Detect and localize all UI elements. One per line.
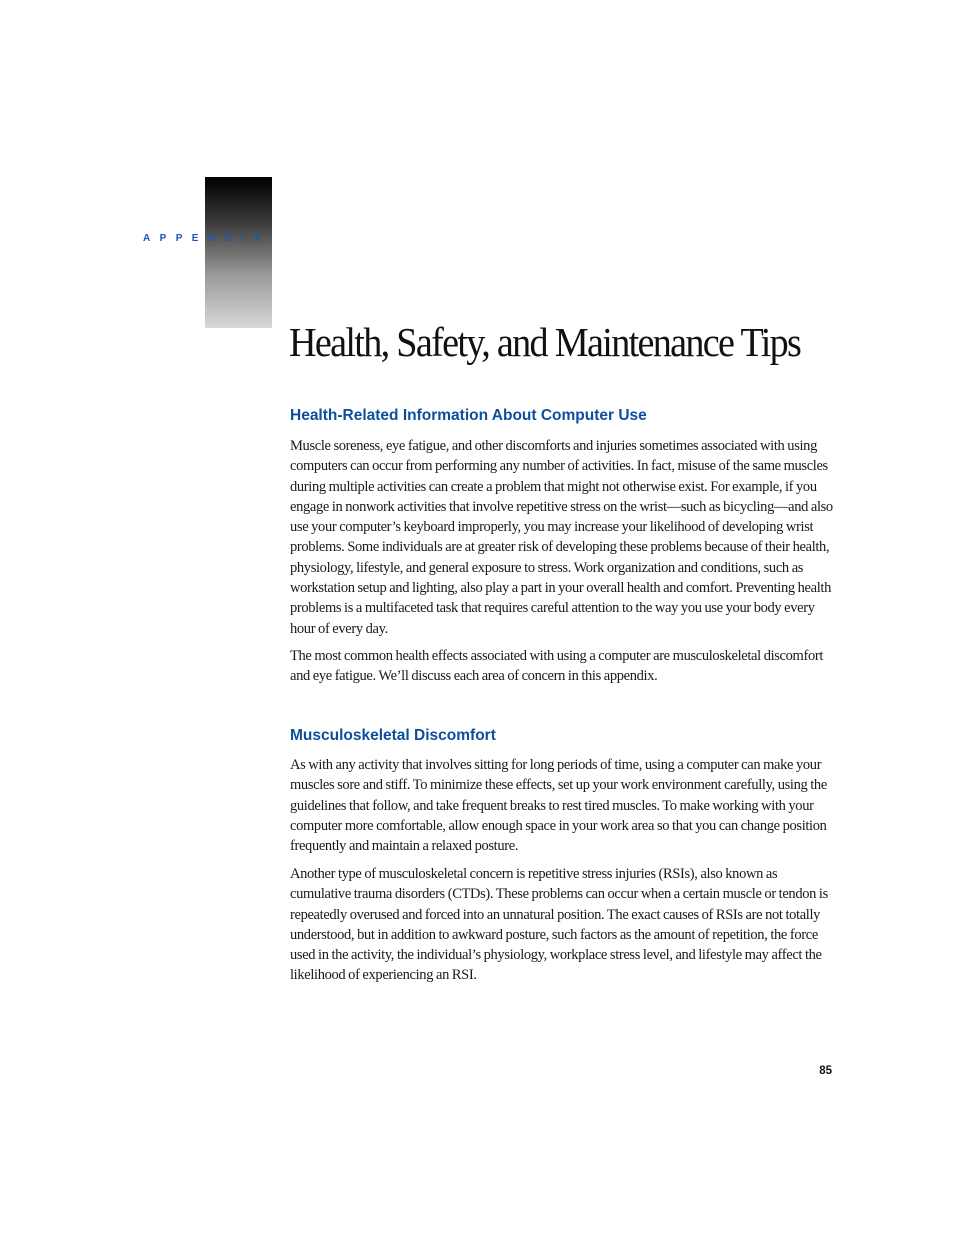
paragraph-rsi: Another type of musculoskeletal concern is repetitive stress injuries (RSIs), also known as cumulative trauma disorders (CTDs). These problems can occur when a certain muscle or tendon is repeatedly overused and forced into an unnatural position. The exact causes of RSIs are not totally understood, but in addition to awkward posture, such factors as the amount of repetition, the force used in the activity, the individual’s physiology, workplace stress level, and lifestyle may affect the likelihood of experiencing an RSI. (290, 866, 828, 984)
section-heading-health-related: Health-Related Information About Computer Use (290, 407, 647, 424)
appendix-tab-block (205, 177, 272, 328)
paragraph-health-effects: The most common health effects associated with using a computer are musculoskeletal discomfort and eye fatigue. We’ll discuss each area of concern in this appendix. (290, 648, 824, 685)
page-number: 85 (819, 1065, 832, 1077)
paragraph-musculoskeletal-intro: As with any activity that involves sitting for long periods of time, using a computer can make your muscles sore and stiff. To minimize these effects, set up your work environment carefully, using the guidelines that follow, and take frequent breaks to rest tired muscles. To make working with your computer more comfortable, allow enough space in your work area so that you can change position frequently and maintain a relaxed posture. (290, 757, 827, 855)
appendix-label: APPENDIX (143, 233, 270, 244)
paragraph-health-intro: Muscle soreness, eye fatigue, and other discomforts and injuries sometimes associated with using computers can occur from performing any number of activities. In fact, misuse of the same muscles during multiple activities can create a problem that might not otherwise exist. For example, if you engage in nonwork activities that involve repetitive stress on the wrist—such as bicycling—and also use your computer’s keyboard improperly, you may increase your likelihood of developing wrist problems. Some individuals are at greater risk of developing these problems because of their health, physiology, lifestyle, and general exposure to stress. Work organization and conditions, such as workstation setup and lighting, also play a part in your overall health and comfort. Preventing health problems is a multifaceted task that requires careful attention to the way you use your body every hour of every day. (290, 438, 833, 637)
page-title: Health, Safety, and Maintenance Tips (289, 319, 801, 365)
section-heading-musculoskeletal: Musculoskeletal Discomfort (290, 727, 496, 744)
